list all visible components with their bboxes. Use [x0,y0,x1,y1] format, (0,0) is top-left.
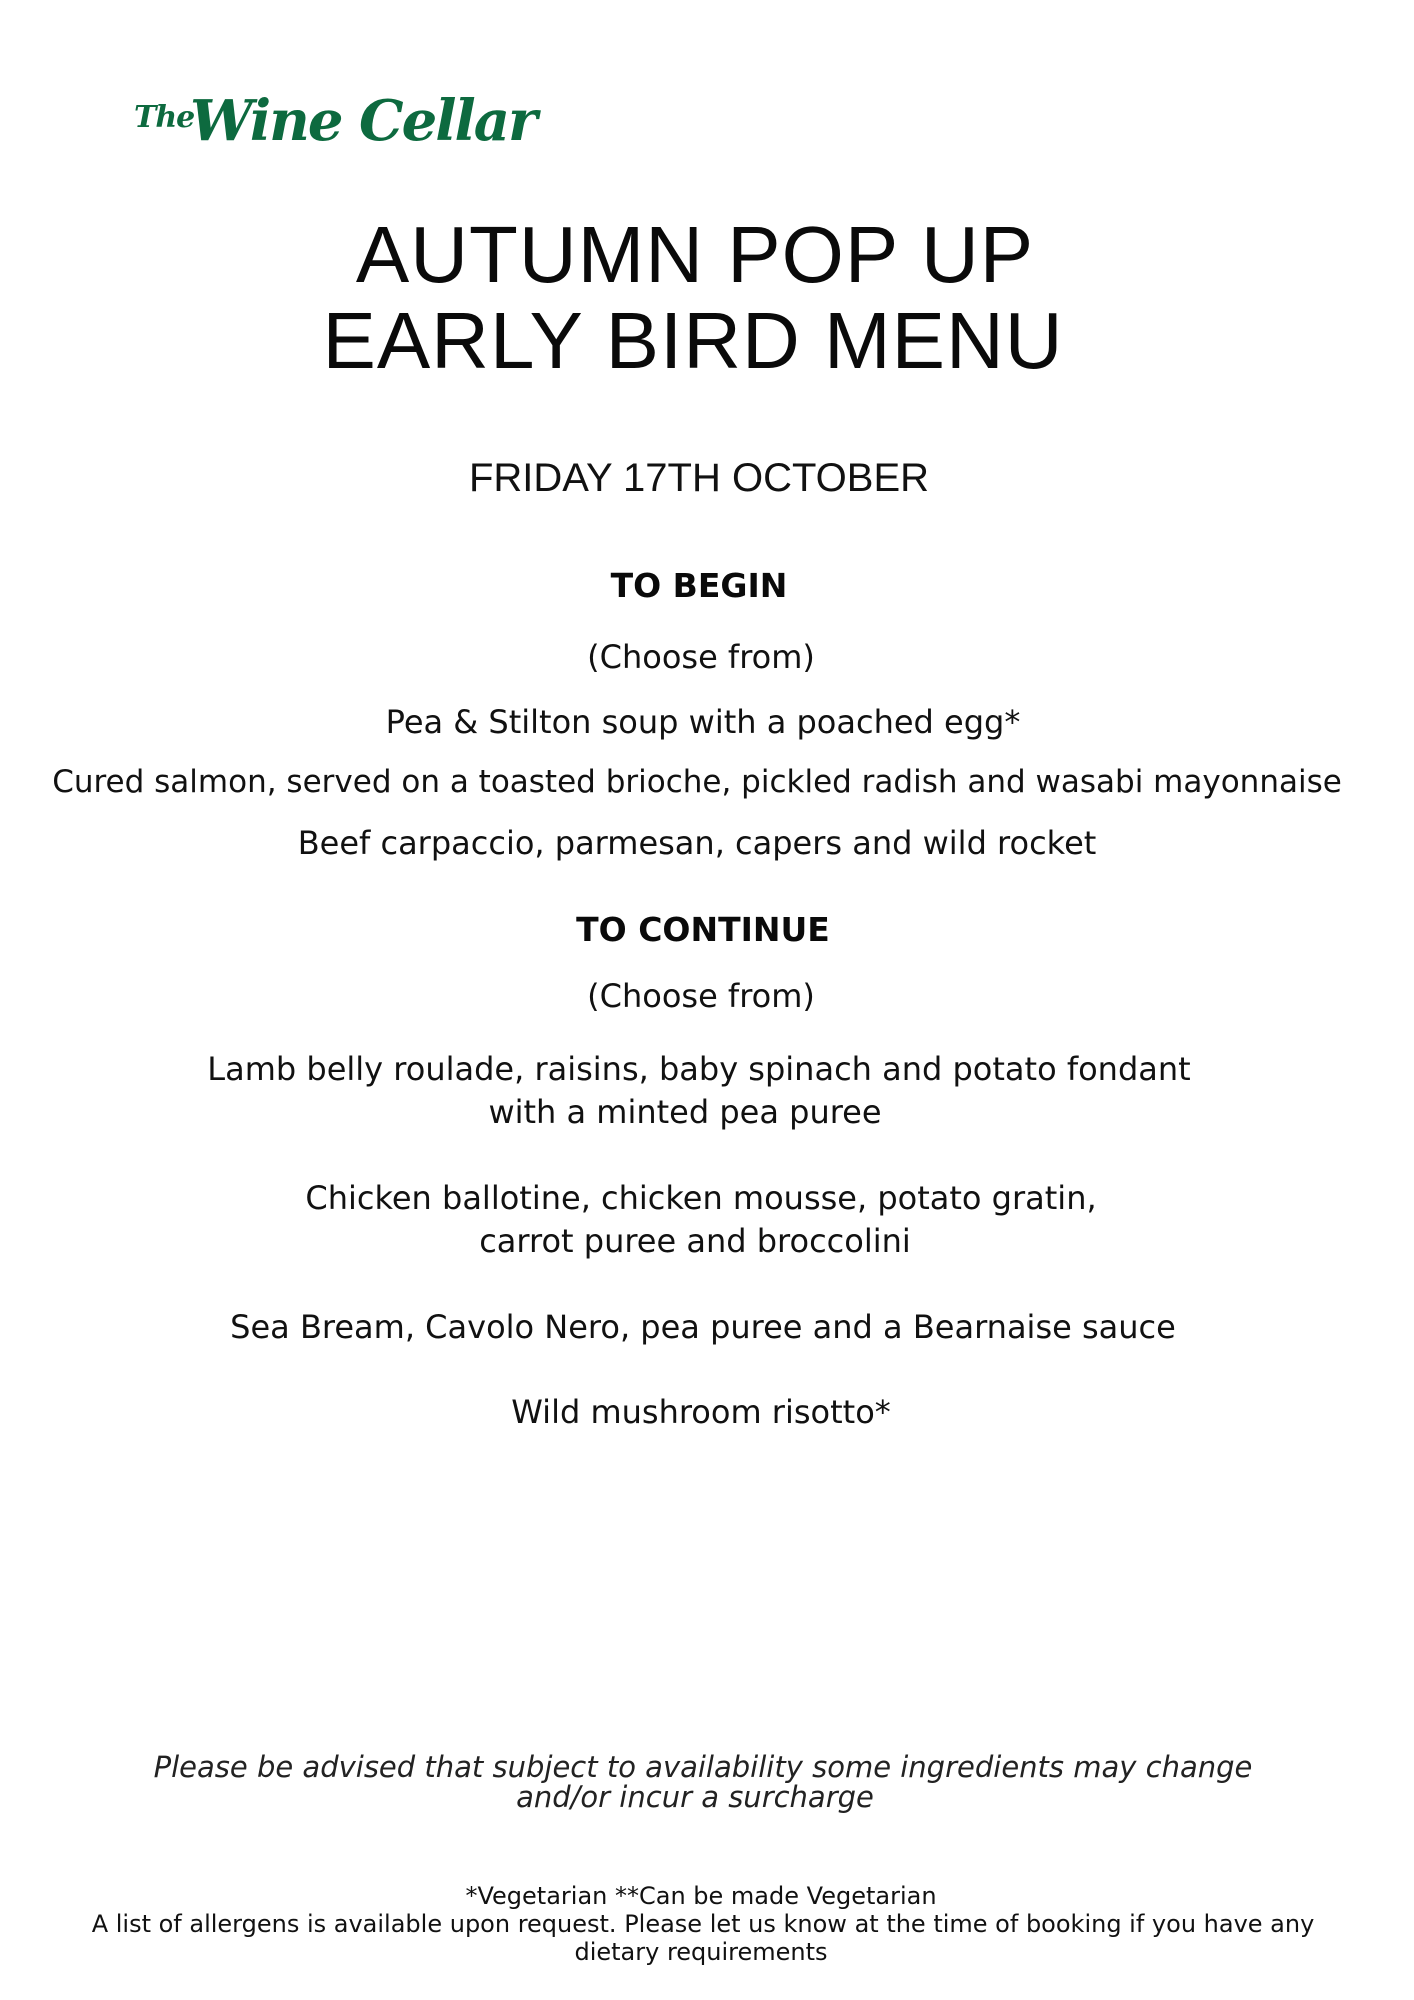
section-heading-to-continue: TO CONTINUE [576,910,830,949]
menu-title-line2: EARLY BIRD MENU [322,296,1064,385]
begin-choose-from: (Choose from) [587,638,815,676]
menu-title-line1: AUTUMN POP UP [355,210,1035,299]
allergen-notice-line1: A list of allergens is available upon request. Please let us know at the time of booking if you have any [91,1910,1315,1938]
continue-item-2-line2: carrot puree and broccolini [479,1222,911,1260]
logo-main-text: Wine Cellar [190,88,536,154]
wine-cellar-logo [134,88,536,178]
begin-item-1: Pea & Stilton soup with a poached egg* [385,703,1021,741]
begin-item-3: Beef carpaccio, parmesan, capers and wild rocket [297,824,1097,862]
availability-notice-line1: Please be advised that subject to availability some ingredients may change [153,1750,1253,1784]
continue-item-3: Sea Bream, Cavolo Nero, pea puree and a Bearnaise sauce [230,1308,1176,1346]
continue-item-4: Wild mushroom risotto* [511,1393,891,1431]
continue-item-1-line1: Lamb belly roulade, raisins, baby spinach and potato fondant [207,1050,1191,1088]
availability-notice-line2: and/or incur a surcharge [516,1780,874,1814]
allergen-notice-line2: dietary requirements [574,1938,828,1966]
begin-item-2: Cured salmon, served on a toasted brioche, pickled radish and wasabi mayonnaise [52,764,1342,800]
continue-item-2-line1: Chicken ballotine, chicken mousse, potato gratin, [305,1179,1097,1217]
vegetarian-key: *Vegetarian **Can be made Vegetarian [465,1882,937,1910]
section-heading-to-begin: TO BEGIN [610,566,788,605]
continue-item-1-line2: with a minted pea puree [488,1093,882,1131]
logo-the-text: The [134,100,195,135]
continue-choose-from: (Choose from) [587,977,815,1015]
menu-date: FRIDAY 17TH OCTOBER [468,456,930,500]
